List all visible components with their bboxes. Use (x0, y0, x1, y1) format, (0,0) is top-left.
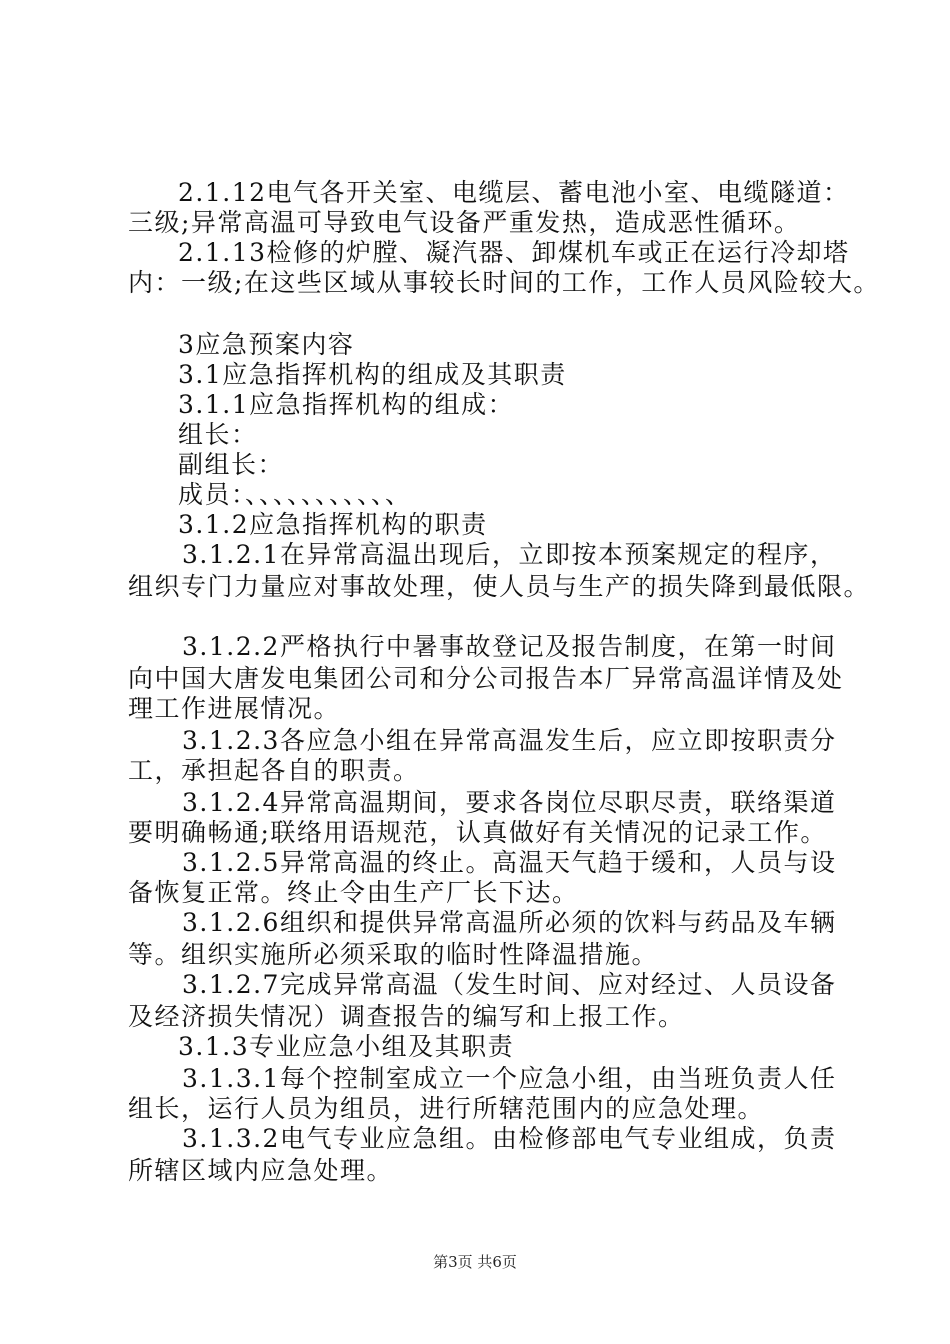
paragraph-line: 2.1.12电气各开关室、电缆层、蓄电池小室、电缆隧道： (178, 178, 850, 207)
paragraph-line: 3.1.2.4异常高温期间，要求各岗位尽职尽责，联络渠道 (182, 788, 837, 817)
paragraph-line: 内：一级;在这些区域从事较长时间的工作，工作人员风险较大。 (128, 268, 880, 297)
paragraph-line: 向中国大唐发电集团公司和分公司报告本厂异常高温详情及处 (128, 664, 844, 693)
paragraph-line: 三级;异常高温可导致电气设备严重发热，造成恶性循环。 (128, 208, 801, 237)
paragraph-line: 工，承担起各自的职责。 (128, 756, 420, 785)
paragraph-line: 成员：、、、、、、、、、、、 (178, 480, 412, 509)
page-number-footer: 第3页 共6页 (433, 1253, 517, 1271)
section-heading: 3应急预案内容 (178, 330, 355, 359)
paragraph-line: 副组长： (178, 450, 285, 479)
subsection-heading: 3.1.2应急指挥机构的职责 (178, 510, 488, 539)
paragraph-line: 3.1.3.1每个控制室成立一个应急小组，由当班负责人任 (182, 1064, 837, 1093)
paragraph-line: 3.1.3.2电气专业应急组。由检修部电气专业组成，负责 (182, 1124, 837, 1153)
paragraph-line: 3.1.2.6组织和提供异常高温所必须的饮料与药品及车辆 (182, 908, 837, 937)
paragraph-line: 所辖区域内应急处理。 (128, 1156, 394, 1185)
paragraph-line: 3.1.2.5异常高温的终止。高温天气趋于缓和，人员与设 (182, 848, 837, 877)
paragraph-line: 2.1.13检修的炉膛、凝汽器、卸煤机车或正在运行冷却塔 (178, 238, 850, 267)
paragraph-line: 备恢复正常。终止令由生产厂长下达。 (128, 878, 579, 907)
paragraph-line: 理工作进展情况。 (128, 694, 341, 723)
paragraph-line: 3.1.2.3各应急小组在异常高温发生后，应立即按职责分 (182, 726, 837, 755)
paragraph-line: 组织专门力量应对事故处理，使人员与生产的损失降到最低限。 (128, 572, 871, 601)
paragraph-line: 3.1.2.1在异常高温出现后，立即按本预案规定的程序， (182, 540, 837, 569)
subsection-heading: 3.1应急指挥机构的组成及其职责 (178, 360, 567, 389)
paragraph-line: 组长，运行人员为组员，进行所辖范围内的应急处理。 (128, 1094, 765, 1123)
paragraph-line: 及经济损失情况）调查报告的编写和上报工作。 (128, 1002, 685, 1031)
paragraph-line: 等。组织实施所必须采取的临时性降温措施。 (128, 940, 659, 969)
subsection-heading: 3.1.1应急指挥机构的组成： (178, 390, 515, 419)
paragraph-line: 组长： (178, 420, 258, 449)
paragraph-line: 要明确畅通;联络用语规范，认真做好有关情况的记录工作。 (128, 818, 827, 847)
paragraph-line: 3.1.2.2严格执行中暑事故登记及报告制度，在第一时间 (182, 632, 837, 661)
paragraph-line: 3.1.2.7完成异常高温（发生时间、应对经过、人员设备 (182, 970, 837, 999)
subsection-heading: 3.1.3专业应急小组及其职责 (178, 1032, 515, 1061)
